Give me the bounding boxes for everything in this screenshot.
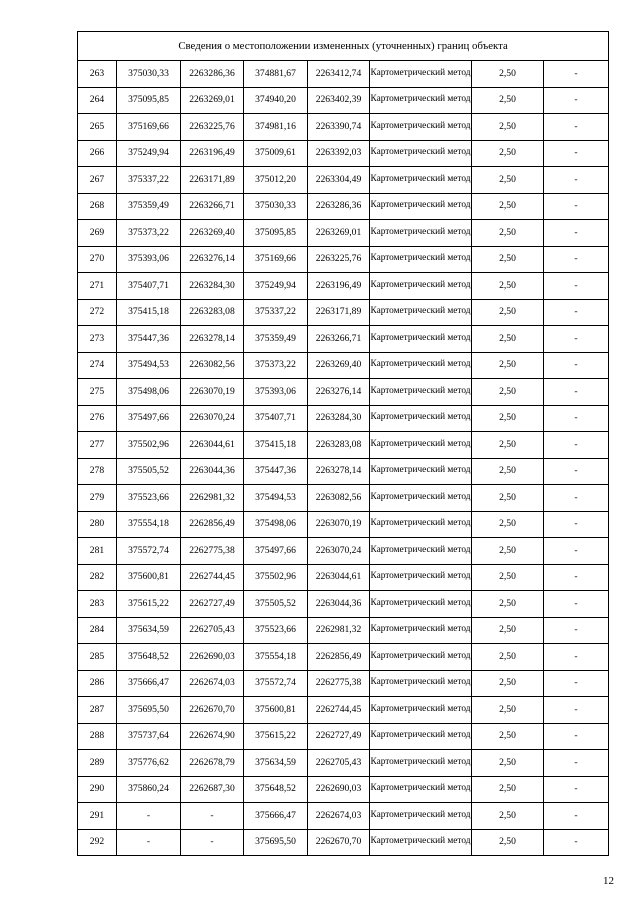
cell-method: Картометрический метод [370,114,472,141]
cell-description: - [544,379,609,406]
cell-old-x: - [117,803,181,830]
cell-point-number: 276 [78,405,117,432]
table-row [78,220,609,247]
cell-old-x: 375600,81 [117,564,181,591]
cell-old-y: 2262687,30 [181,776,244,803]
cell-description: - [544,432,609,459]
cell-accuracy: 2,50 [472,352,544,379]
cell-description: - [544,511,609,538]
cell-new-y: 2263402,39 [308,87,370,114]
cell-description: - [544,299,609,326]
cell-old-x: 375634,59 [117,617,181,644]
cell-old-x: 375776,62 [117,750,181,777]
cell-description: - [544,246,609,273]
cell-new-y: 2262856,49 [308,644,370,671]
cell-description: - [544,723,609,750]
cell-point-number: 289 [78,750,117,777]
table-row [78,591,609,618]
cell-old-y: 2263269,01 [181,87,244,114]
cell-accuracy: 2,50 [472,432,544,459]
cell-point-number: 280 [78,511,117,538]
cell-new-y: 2262727,49 [308,723,370,750]
table-row [78,405,609,432]
cell-new-y: 2263269,01 [308,220,370,247]
cell-description: - [544,114,609,141]
cell-new-y: 2263044,61 [308,564,370,591]
cell-point-number: 272 [78,299,117,326]
cell-method: Картометрический метод [370,750,472,777]
table-row [78,697,609,724]
cell-old-y: 2262690,03 [181,644,244,671]
cell-point-number: 269 [78,220,117,247]
cell-old-y: 2263269,40 [181,220,244,247]
table-row [78,511,609,538]
cell-point-number: 285 [78,644,117,671]
cell-old-x: 375737,64 [117,723,181,750]
cell-method: Картометрический метод [370,379,472,406]
cell-old-y: - [181,803,244,830]
cell-method: Картометрический метод [370,776,472,803]
cell-accuracy: 2,50 [472,617,544,644]
cell-new-x: 375695,50 [244,829,308,856]
cell-description: - [544,220,609,247]
cell-method: Картометрический метод [370,326,472,353]
cell-old-x: 375502,96 [117,432,181,459]
cell-accuracy: 2,50 [472,273,544,300]
cell-point-number: 281 [78,538,117,565]
cell-old-y: 2263266,71 [181,193,244,220]
cell-accuracy: 2,50 [472,564,544,591]
cell-accuracy: 2,50 [472,670,544,697]
cell-old-y: 2263070,19 [181,379,244,406]
cell-point-number: 275 [78,379,117,406]
cell-new-x: 375648,52 [244,776,308,803]
cell-method: Картометрический метод [370,564,472,591]
cell-old-y: 2262678,79 [181,750,244,777]
cell-accuracy: 2,50 [472,167,544,194]
cell-accuracy: 2,50 [472,511,544,538]
cell-method: Картометрический метод [370,61,472,88]
cell-new-x: 375494,53 [244,485,308,512]
table-row [78,485,609,512]
cell-method: Картометрический метод [370,723,472,750]
cell-old-y: 2263276,14 [181,246,244,273]
cell-new-x: 375359,49 [244,326,308,353]
cell-new-x: 375373,22 [244,352,308,379]
cell-accuracy: 2,50 [472,246,544,273]
table-row [78,432,609,459]
cell-new-x: 375415,18 [244,432,308,459]
cell-description: - [544,617,609,644]
cell-description: - [544,458,609,485]
cell-point-number: 291 [78,803,117,830]
cell-new-y: 2263286,36 [308,193,370,220]
cell-new-y: 2263278,14 [308,458,370,485]
cell-new-x: 375502,96 [244,564,308,591]
cell-new-y: 2263269,40 [308,352,370,379]
cell-description: - [544,670,609,697]
cell-new-x: 375498,06 [244,511,308,538]
table-row [78,299,609,326]
table-row [78,273,609,300]
cell-accuracy: 2,50 [472,299,544,326]
cell-point-number: 282 [78,564,117,591]
cell-description: - [544,538,609,565]
cell-new-x: 375600,81 [244,697,308,724]
cell-new-y: 2263284,30 [308,405,370,432]
cell-new-x: 375009,61 [244,140,308,167]
cell-description: - [544,193,609,220]
cell-old-y: 2263171,89 [181,167,244,194]
cell-old-x: 375572,74 [117,538,181,565]
cell-new-y: 2263225,76 [308,246,370,273]
table-row [78,670,609,697]
cell-description: - [544,87,609,114]
cell-new-y: 2262690,03 [308,776,370,803]
table-title: Сведения о местоположении измененных (уточненных) границ объекта [78,32,609,61]
cell-accuracy: 2,50 [472,591,544,618]
cell-method: Картометрический метод [370,273,472,300]
cell-new-y: 2263070,19 [308,511,370,538]
cell-description: - [544,697,609,724]
cell-accuracy: 2,50 [472,114,544,141]
cell-method: Картометрический метод [370,299,472,326]
cell-point-number: 277 [78,432,117,459]
cell-method: Картометрический метод [370,405,472,432]
cell-point-number: 271 [78,273,117,300]
cell-new-y: 2263266,71 [308,326,370,353]
cell-new-x: 375505,52 [244,591,308,618]
cell-new-y: 2262775,38 [308,670,370,697]
cell-accuracy: 2,50 [472,723,544,750]
table-row [78,326,609,353]
cell-description: - [544,485,609,512]
cell-old-y: 2262775,38 [181,538,244,565]
cell-new-x: 375572,74 [244,670,308,697]
cell-old-y: 2263044,36 [181,458,244,485]
cell-new-x: 375615,22 [244,723,308,750]
table-row [78,140,609,167]
cell-new-x: 375249,94 [244,273,308,300]
cell-method: Картометрический метод [370,591,472,618]
cell-new-x: 375012,20 [244,167,308,194]
cell-new-y: 2262981,32 [308,617,370,644]
cell-old-x: 375373,22 [117,220,181,247]
cell-new-x: 375554,18 [244,644,308,671]
cell-accuracy: 2,50 [472,644,544,671]
cell-accuracy: 2,50 [472,829,544,856]
cell-new-y: 2263082,56 [308,485,370,512]
cell-new-y: 2262705,43 [308,750,370,777]
table-row [78,458,609,485]
cell-old-y: 2262674,90 [181,723,244,750]
cell-new-y: 2263044,36 [308,591,370,618]
cell-description: - [544,326,609,353]
cell-new-y: 2263196,49 [308,273,370,300]
cell-point-number: 283 [78,591,117,618]
cell-method: Картометрический метод [370,829,472,856]
cell-accuracy: 2,50 [472,776,544,803]
cell-method: Картометрический метод [370,193,472,220]
cell-point-number: 270 [78,246,117,273]
cell-new-y: 2263276,14 [308,379,370,406]
cell-method: Картометрический метод [370,87,472,114]
table-row [78,167,609,194]
cell-old-x: 375494,53 [117,352,181,379]
table-row [78,723,609,750]
cell-old-y: 2263286,36 [181,61,244,88]
cell-accuracy: 2,50 [472,697,544,724]
cell-accuracy: 2,50 [472,140,544,167]
cell-description: - [544,352,609,379]
cell-new-x: 375634,59 [244,750,308,777]
cell-new-x: 375497,66 [244,538,308,565]
cell-method: Картометрический метод [370,511,472,538]
cell-method: Картометрический метод [370,485,472,512]
cell-new-x: 375337,22 [244,299,308,326]
cell-new-x: 375030,33 [244,193,308,220]
cell-description: - [544,405,609,432]
cell-old-x: 375249,94 [117,140,181,167]
table-row [78,803,609,830]
table-row [78,114,609,141]
cell-new-y: 2262674,03 [308,803,370,830]
cell-new-x: 375095,85 [244,220,308,247]
cell-new-y: 2262670,70 [308,829,370,856]
cell-old-y: 2262856,49 [181,511,244,538]
cell-point-number: 264 [78,87,117,114]
cell-new-x: 375666,47 [244,803,308,830]
cell-old-x: - [117,829,181,856]
cell-description: - [544,750,609,777]
cell-method: Картометрический метод [370,644,472,671]
table-row [78,87,609,114]
cell-point-number: 274 [78,352,117,379]
cell-point-number: 273 [78,326,117,353]
cell-description: - [544,61,609,88]
table-row [78,246,609,273]
cell-old-y: 2262674,03 [181,670,244,697]
cell-old-x: 375554,18 [117,511,181,538]
cell-method: Картометрический метод [370,538,472,565]
cell-old-x: 375030,33 [117,61,181,88]
cell-accuracy: 2,50 [472,193,544,220]
cell-old-x: 375169,66 [117,114,181,141]
cell-old-x: 375523,66 [117,485,181,512]
table-row [78,776,609,803]
cell-new-y: 2263392,03 [308,140,370,167]
cell-method: Картометрический метод [370,220,472,247]
cell-old-y: 2263283,08 [181,299,244,326]
cell-description: - [544,591,609,618]
boundary-coordinates-table [77,31,609,856]
cell-accuracy: 2,50 [472,61,544,88]
table-row [78,564,609,591]
cell-accuracy: 2,50 [472,87,544,114]
cell-method: Картометрический метод [370,432,472,459]
cell-new-x: 375407,71 [244,405,308,432]
cell-old-x: 375407,71 [117,273,181,300]
cell-accuracy: 2,50 [472,485,544,512]
cell-method: Картометрический метод [370,697,472,724]
cell-method: Картометрический метод [370,246,472,273]
cell-accuracy: 2,50 [472,379,544,406]
cell-point-number: 278 [78,458,117,485]
cell-old-x: 375393,06 [117,246,181,273]
cell-point-number: 267 [78,167,117,194]
cell-point-number: 292 [78,829,117,856]
cell-new-x: 375393,06 [244,379,308,406]
cell-new-y: 2263070,24 [308,538,370,565]
cell-old-x: 375359,49 [117,193,181,220]
cell-point-number: 266 [78,140,117,167]
cell-description: - [544,803,609,830]
cell-old-y: 2262705,43 [181,617,244,644]
table-row [78,193,609,220]
cell-point-number: 287 [78,697,117,724]
cell-old-y: 2262981,32 [181,485,244,512]
cell-method: Картометрический метод [370,617,472,644]
cell-old-y: 2263284,30 [181,273,244,300]
cell-old-y: 2263044,61 [181,432,244,459]
cell-old-x: 375498,06 [117,379,181,406]
cell-point-number: 268 [78,193,117,220]
cell-point-number: 288 [78,723,117,750]
cell-method: Картометрический метод [370,458,472,485]
cell-old-y: 2263082,56 [181,352,244,379]
cell-new-y: 2263412,74 [308,61,370,88]
cell-new-x: 375169,66 [244,246,308,273]
cell-new-y: 2263283,08 [308,432,370,459]
table-row [78,829,609,856]
cell-description: - [544,829,609,856]
cell-new-y: 2262744,45 [308,697,370,724]
cell-old-x: 375505,52 [117,458,181,485]
cell-accuracy: 2,50 [472,405,544,432]
table-row [78,617,609,644]
cell-description: - [544,776,609,803]
cell-accuracy: 2,50 [472,538,544,565]
cell-new-y: 2263171,89 [308,299,370,326]
cell-point-number: 263 [78,61,117,88]
cell-new-x: 374940,20 [244,87,308,114]
cell-old-x: 375860,24 [117,776,181,803]
cell-old-x: 375497,66 [117,405,181,432]
cell-description: - [544,644,609,671]
cell-old-x: 375337,22 [117,167,181,194]
cell-old-y: 2262670,70 [181,697,244,724]
cell-accuracy: 2,50 [472,326,544,353]
cell-old-y: 2263196,49 [181,140,244,167]
cell-old-x: 375095,85 [117,87,181,114]
cell-method: Картометрический метод [370,670,472,697]
cell-point-number: 284 [78,617,117,644]
cell-old-x: 375648,52 [117,644,181,671]
cell-old-y: 2262744,45 [181,564,244,591]
cell-method: Картометрический метод [370,803,472,830]
cell-new-x: 374881,67 [244,61,308,88]
cell-accuracy: 2,50 [472,458,544,485]
cell-old-y: 2263070,24 [181,405,244,432]
table-row [78,538,609,565]
cell-old-x: 375695,50 [117,697,181,724]
table-title-row [78,32,609,61]
cell-description: - [544,273,609,300]
cell-point-number: 265 [78,114,117,141]
cell-accuracy: 2,50 [472,803,544,830]
page-number: 12 [603,875,614,887]
cell-description: - [544,564,609,591]
cell-old-x: 375415,18 [117,299,181,326]
table-row [78,379,609,406]
cell-method: Картометрический метод [370,352,472,379]
cell-old-y: 2262727,49 [181,591,244,618]
table-row [78,750,609,777]
cell-old-x: 375447,36 [117,326,181,353]
cell-new-x: 374981,16 [244,114,308,141]
cell-method: Картометрический метод [370,140,472,167]
cell-point-number: 286 [78,670,117,697]
cell-new-y: 2263390,74 [308,114,370,141]
cell-accuracy: 2,50 [472,220,544,247]
cell-point-number: 290 [78,776,117,803]
table-row [78,352,609,379]
cell-old-x: 375615,22 [117,591,181,618]
cell-accuracy: 2,50 [472,750,544,777]
cell-old-y: 2263278,14 [181,326,244,353]
cell-new-x: 375523,66 [244,617,308,644]
cell-old-x: 375666,47 [117,670,181,697]
cell-description: - [544,140,609,167]
cell-new-y: 2263304,49 [308,167,370,194]
cell-old-y: - [181,829,244,856]
cell-point-number: 279 [78,485,117,512]
cell-method: Картометрический метод [370,167,472,194]
cell-description: - [544,167,609,194]
cell-new-x: 375447,36 [244,458,308,485]
table-row [78,61,609,88]
table-row [78,644,609,671]
cell-old-y: 2263225,76 [181,114,244,141]
